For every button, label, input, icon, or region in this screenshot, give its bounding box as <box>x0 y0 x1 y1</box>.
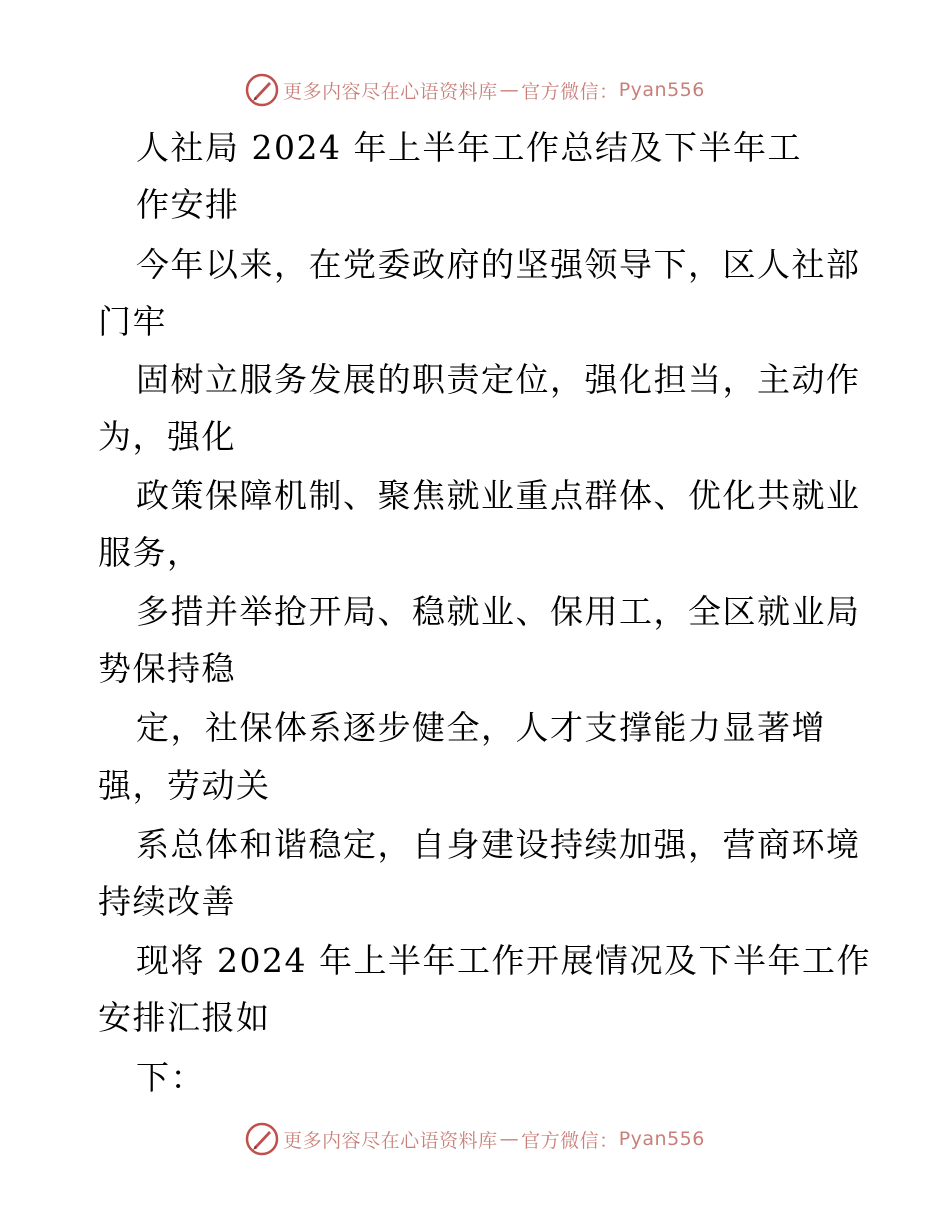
paragraph-line: 为，强化 <box>98 417 236 456</box>
document-title-line-1: 人社局 2024 年上半年工作总结及下半年工 <box>136 128 802 167</box>
paragraph-line: 强，劳动关 <box>98 766 271 805</box>
watermark-separator: — <box>499 1128 520 1150</box>
quill-pen-logo-icon <box>245 73 279 107</box>
paragraph-line: 系总体和谐稳定，自身建设持续加强，营商环境 <box>136 825 861 864</box>
paragraph-line: 现将 2024 年上半年工作开展情况及下半年工作 <box>136 941 871 980</box>
watermark-id: Pyan556 <box>618 1128 705 1150</box>
watermark-primary-text: 更多内容尽在心语资料库 <box>283 1129 498 1152</box>
paragraph-line: 政策保障机制、聚焦就业重点群体、优化共就业 <box>136 476 861 515</box>
watermark-separator: — <box>499 79 520 101</box>
paragraph-line: 定，社保体系逐步健全，人才支撑能力显著增 <box>136 708 826 747</box>
paragraph-line: 服务， <box>98 533 202 572</box>
document-title-line-2: 作安排 <box>136 185 240 224</box>
paragraph-line: 多措并举抢开局、稳就业、保用工，全区就业局 <box>136 592 861 631</box>
paragraph-line: 固树立服务发展的职责定位，强化担当，主动作 <box>136 360 861 399</box>
paragraph-line: 持续改善 <box>98 882 236 921</box>
header-watermark <box>0 70 950 110</box>
paragraph-line: 安排汇报如 <box>98 998 271 1037</box>
watermark-id: Pyan556 <box>618 79 705 101</box>
watermark-secondary-text: 官方微信： <box>521 1129 619 1152</box>
watermark-primary-text: 更多内容尽在心语资料库 <box>283 80 498 103</box>
paragraph-line: 势保持稳 <box>98 649 236 688</box>
watermark-secondary-text: 官方微信： <box>521 80 619 103</box>
paragraph-line: 门牢 <box>98 302 167 341</box>
footer-watermark <box>0 1119 950 1159</box>
quill-pen-logo-icon <box>245 1122 279 1156</box>
paragraph-line: 下： <box>136 1058 205 1097</box>
paragraph-line: 今年以来，在党委政府的坚强领导下，区人社部 <box>136 245 861 284</box>
